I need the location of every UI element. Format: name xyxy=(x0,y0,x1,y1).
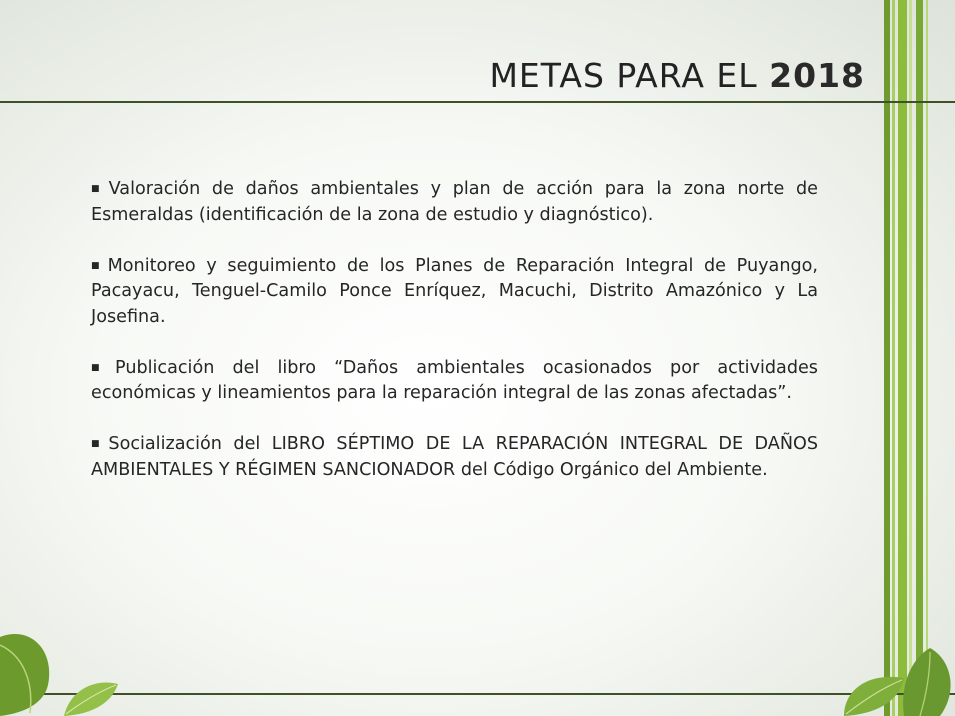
square-bullet-icon: ■ xyxy=(91,184,106,194)
vertical-stripes-decoration xyxy=(880,0,955,716)
list-item xyxy=(91,254,818,331)
list-item xyxy=(91,177,818,228)
list-item-text: Monitoreo y seguimiento de los Planes de Reparación Integral de Puyango, Pacayacu, Tenguel-Camilo Ponce Enríquez, Macuchi, Distrito Amazónico y La Josefina. xyxy=(91,255,818,327)
leaf-icon xyxy=(60,678,120,716)
list-item xyxy=(91,356,818,407)
leaf-icon xyxy=(838,668,908,716)
list-item-text: Publicación del libro “Daños ambientales ocasionados por actividades económicas y lineamientos para la reparación integral de las zonas afectadas”. xyxy=(91,357,818,403)
list-item-text: Socialización del LIBRO SÉPTIMO DE LA REPARACIÓN INTEGRAL DE DAÑOS AMBIENTALES Y RÉGIMEN SANCIONADOR del Código Orgánico del Ambiente. xyxy=(91,434,818,480)
title-text: METAS PARA EL xyxy=(489,56,758,95)
goals-list xyxy=(91,177,818,509)
top-divider-line xyxy=(0,101,955,103)
slide-title xyxy=(489,56,865,95)
square-bullet-icon: ■ xyxy=(91,362,113,373)
list-item xyxy=(91,432,818,483)
square-bullet-icon: ■ xyxy=(91,439,106,449)
leaf-icon xyxy=(900,648,955,716)
list-item-text: Valoración de daños ambientales y plan de acción para la zona norte de Esmeraldas (identificación de la zona de estudio y diagnóstico). xyxy=(91,179,818,225)
bottom-divider-line xyxy=(0,693,955,695)
title-year: 2018 xyxy=(769,56,865,95)
square-bullet-icon: ■ xyxy=(91,260,105,271)
